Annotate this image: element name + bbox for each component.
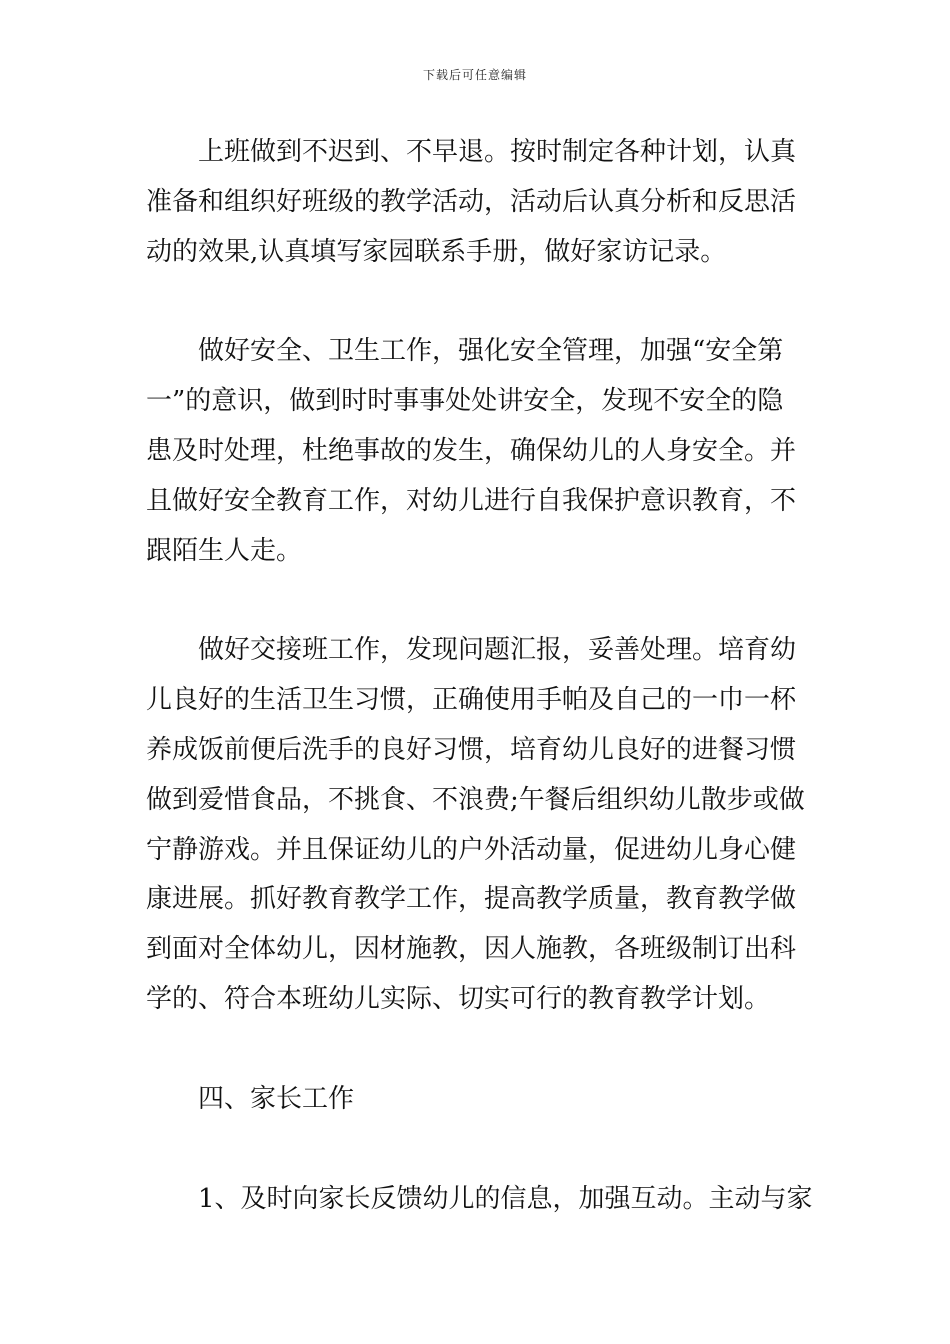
text-line: 上班做到不迟到、不早退。按时制定各种计划，认真 xyxy=(198,137,797,167)
text-line: 跟陌生人走。 xyxy=(146,535,303,566)
paragraph-gap xyxy=(146,1125,808,1175)
text-line: 做好交接班工作，发现问题汇报，妥善处理。培育幼 xyxy=(198,635,797,666)
paragraph-gap xyxy=(146,277,808,327)
text-line: 且做好安全教育工作，对幼儿进行自我保护意识教育，不 xyxy=(146,485,797,516)
text-line: 养成饭前便后洗手的良好习惯，培育幼儿良好的进餐习惯 xyxy=(146,734,797,765)
paragraph-gap xyxy=(146,576,808,626)
document-body xyxy=(146,128,813,1224)
text-line: 1、及时向家长反馈幼儿的信息，加强互动。主动与家 xyxy=(198,1183,813,1214)
text-line: 到面对全体幼儿，因材施教，因人施教，各班级制订出科 xyxy=(146,934,797,965)
paragraph-handover xyxy=(146,626,808,1024)
text-line: 做好安全、卫生工作，强化安全管理，加强“安全第 xyxy=(198,336,784,367)
text-line: 康进展。抓好教育教学工作，提高教学质量，教育教学做 xyxy=(146,884,797,915)
text-line: 一”的意识，做到时时事事处处讲安全，发现不安全的隐 xyxy=(146,386,784,417)
text-line: 学的、符合本班幼儿实际、切实可行的教育教学计划。 xyxy=(146,983,771,1014)
text-line: 做到爱惜食品，不挑食、不浪费;午餐后组织幼儿散步或做 xyxy=(146,784,805,815)
page-header: 下载后可任意编辑 xyxy=(422,68,527,82)
section-heading-parent-work xyxy=(146,1075,808,1125)
text-line: 准备和组织好班级的教学活动，活动后认真分析和反思活 xyxy=(146,186,797,217)
paragraph-safety xyxy=(146,327,808,576)
text-line: 动的效果,认真填写家园联系手册，做好家访记录。 xyxy=(146,236,727,267)
text-line: 儿良好的生活卫生习惯，正确使用手帕及自己的一巾一杯 xyxy=(146,685,797,716)
section-heading: 四、家长工作 xyxy=(198,1083,355,1114)
text-line: 宁静游戏。并且保证幼儿的户外活动量，促进幼儿身心健 xyxy=(146,834,797,865)
paragraph-parent-feedback xyxy=(146,1175,813,1225)
text-line: 患及时处理，杜绝事故的发生，确保幼儿的人身安全。并 xyxy=(146,435,797,466)
paragraph-gap xyxy=(146,1025,808,1075)
paragraph-work-attendance xyxy=(146,128,808,277)
